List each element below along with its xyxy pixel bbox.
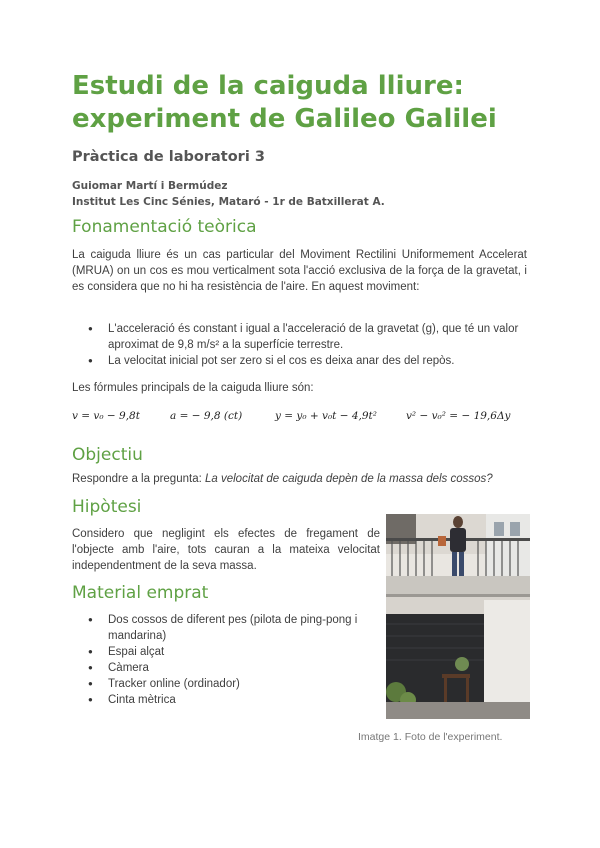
formula-acceleration: a = − 9,8 (ct): [170, 410, 243, 422]
list-item: ● Dos cossos de diferent pes (pilota de ping-pong i mandarina): [88, 612, 384, 644]
fonamentacio-bullets: [88, 321, 526, 369]
list-item: ● Càmera: [88, 660, 384, 676]
formulas-row: [72, 410, 532, 430]
list-item: ● Tracker online (ordinador): [88, 676, 384, 692]
list-item: ● Cinta mètrica: [88, 692, 384, 708]
heading-objectiu: Objectiu: [72, 445, 143, 465]
photo-caption: Imatge 1. Foto de l'experiment.: [358, 731, 503, 743]
objectiu-prefix: Respondre a la pregunta:: [72, 473, 205, 485]
objectiu-question: La velocitat de caiguda depèn de la massa dels cossos?: [204, 473, 493, 485]
formula-velocity-squared: v² − v₀² = − 19,6Δy: [406, 410, 511, 422]
author-institution: Institut Les Cinc Sénies, Mataró - 1r de Batxillerat A.: [72, 196, 385, 208]
author-name: Guiomar Martí i Bermúdez: [72, 180, 228, 192]
heading-hipotesi: Hipòtesi: [72, 497, 142, 517]
hipotesi-text: Considero que negligint els efectes de fregament de l'objecte amb l'aire, tots cauran a la mateixa velocitat independentment de la seva massa.: [72, 528, 380, 572]
formula-velocity: v = v₀ − 9,8t: [72, 410, 140, 422]
author-block: [72, 178, 385, 210]
objectiu-text: [72, 471, 527, 487]
list-item: ● Espai alçat: [88, 644, 384, 660]
list-item: ● La velocitat inicial pot ser zero si el cos es deixa anar des del repòs.: [88, 353, 526, 369]
formula-position: y = y₀ + v₀t − 4,9t²: [275, 410, 377, 422]
heading-material: Material emprat: [72, 583, 209, 603]
heading-fonamentacio: Fonamentació teòrica: [72, 217, 257, 237]
list-item: ● L'acceleració és constant i igual a l'acceleració de la gravetat (g), que té un valor aproximat de 9,8 m/s² a la superfície terrestre.: [88, 321, 526, 353]
fonamentacio-intro: La caiguda lliure és un cas particular del Moviment Rectilini Uniformement Accelerat (MRUA) on un cos es mou verticalment sota l'acció exclusiva de la força de la gravetat, i es considera que no hi ha resistència de l'aire. En aquest moviment:: [72, 249, 527, 293]
material-list: [88, 612, 384, 708]
document-title: Estudi de la caiguda lliure: experiment de Galileo Galilei: [72, 71, 497, 134]
formulas-intro: Les fórmules principals de la caiguda lliure són:: [72, 382, 314, 394]
experiment-photo: [386, 514, 530, 719]
document-subtitle: Pràctica de laboratori 3: [72, 149, 265, 165]
